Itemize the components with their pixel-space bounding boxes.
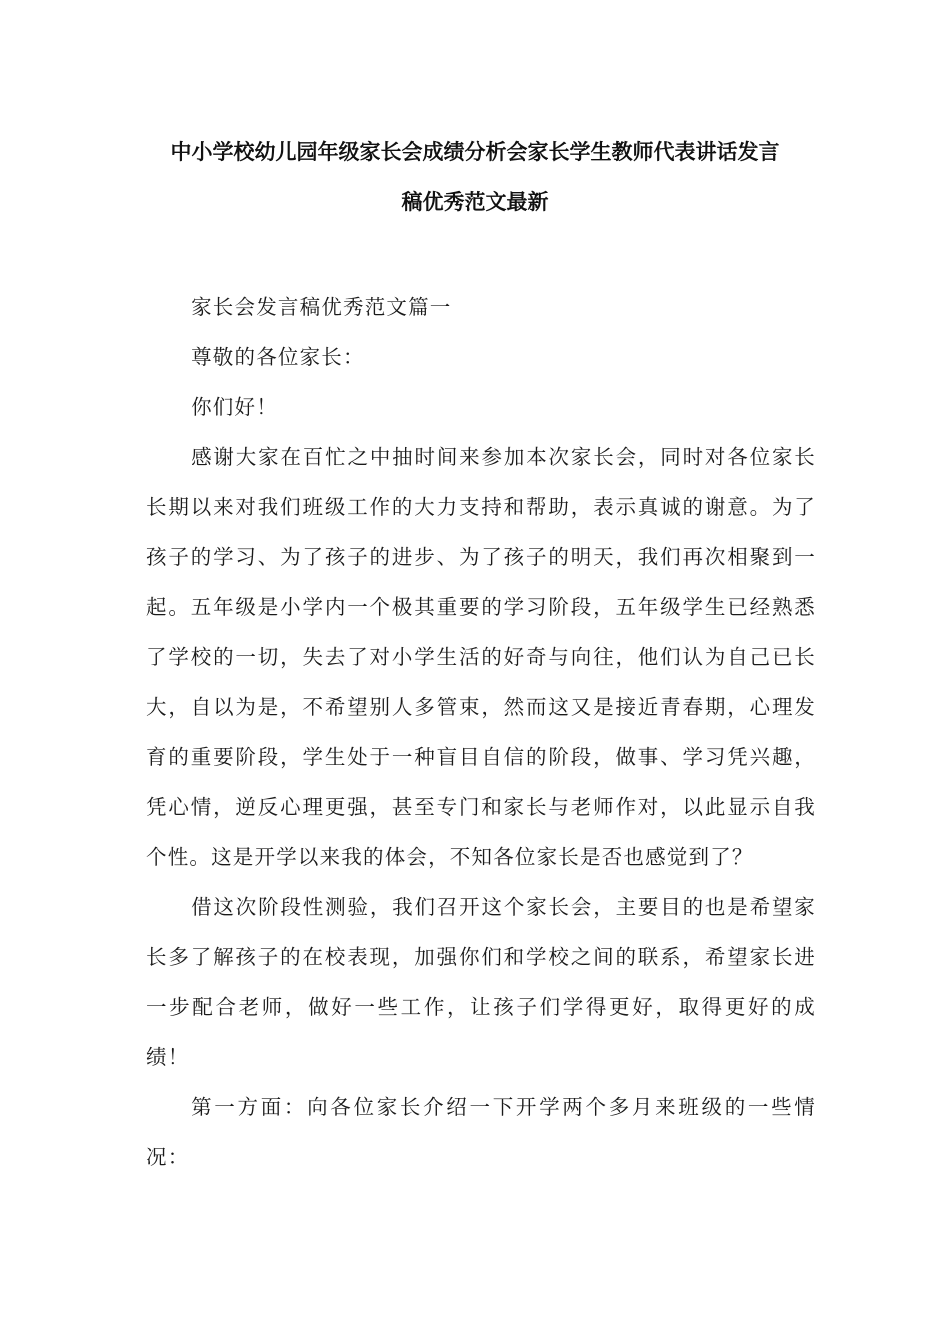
greeting: 你们好！ — [191, 395, 278, 419]
body-paragraph: 第一方面：向各位家长介绍一下开学两个多月来班级的一些情况： — [146, 1095, 816, 1169]
document-title-line-2: 稿优秀范文最新 — [401, 190, 549, 214]
body-paragraph: 借这次阶段性测验，我们召开这个家长会，主要目的也是希望家长多了解孩子的在校表现，加强你们和学校之间的联系，希望家长进一步配合老师，做好一些工作，让孩子们学得更好，取得更好的成绩！ — [146, 895, 816, 1069]
salutation: 尊敬的各位家长： — [191, 345, 365, 369]
body-paragraph: 感谢大家在百忙之中抽时间来参加本次家长会，同时对各位家长长期以来对我们班级工作的大力支持和帮助，表示真诚的谢意。为了孩子的学习、为了孩子的进步、为了孩子的明天，我们再次相聚到一起。五年级是小学内一个极其重要的学习阶段，五年级学生已经熟悉了学校的一切，失去了对小学生活的好奇与向往，他们认为自己已长大，自以为是，不希望别人多管束，然而这又是接近青春期，心理发育的重要阶段，学生处于一种盲目自信的阶段，做事、学习凭兴趣，凭心情，逆反心理更强，甚至专门和家长与老师作对，以此显示自我个性。这是开学以来我的体会，不知各位家长是否也感觉到了？ — [146, 445, 816, 869]
document-title-line-1: 中小学校幼儿园年级家长会成绩分析会家长学生教师代表讲话发言 — [170, 140, 780, 164]
document-body — [146, 282, 816, 1182]
section-heading: 家长会发言稿优秀范文篇一 — [191, 295, 452, 319]
